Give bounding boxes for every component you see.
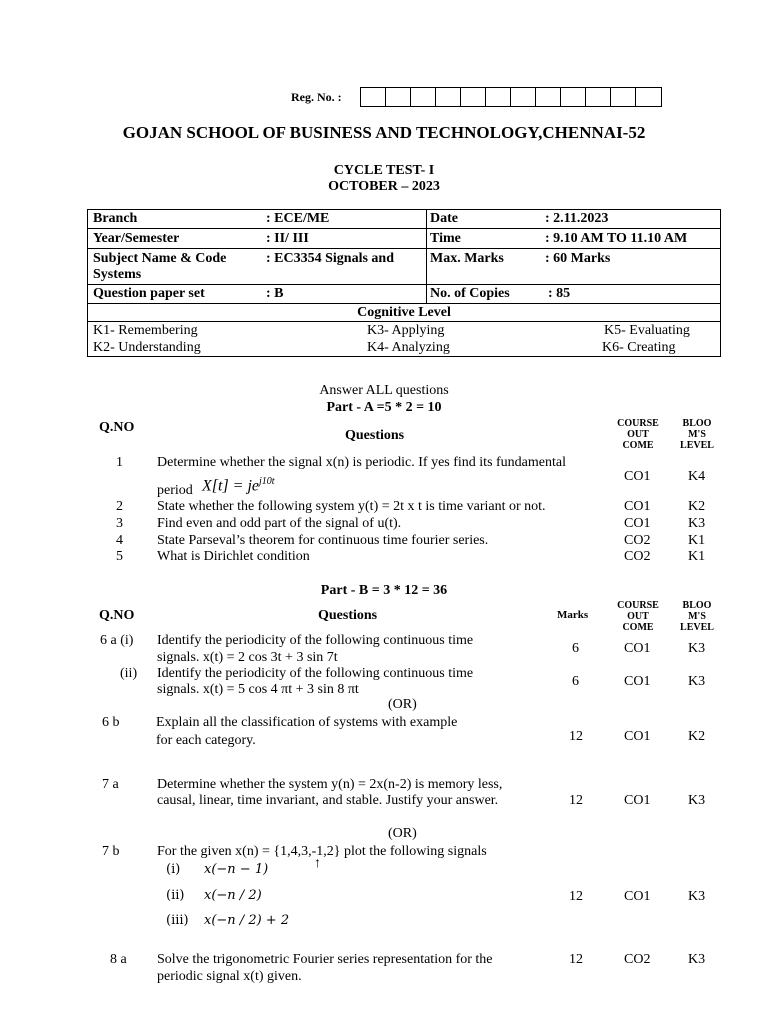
q7b-bl: K3 xyxy=(688,889,706,904)
q8a-co: CO2 xyxy=(624,952,651,967)
q7a-marks: 12 xyxy=(569,793,583,808)
bl-header-line3: LEVEL xyxy=(680,622,714,633)
reg-no-label: Reg. No. : xyxy=(291,90,342,104)
q6a-i-number: 6 a (i) xyxy=(100,633,134,648)
q6b-text-cont: for each category. xyxy=(156,733,256,748)
co-header-line2: OUT xyxy=(627,611,649,622)
co-header-line1: COURSE xyxy=(617,600,659,611)
max-marks-label: Max. Marks xyxy=(430,251,504,266)
q6b-bl: K2 xyxy=(688,729,706,744)
part-a-course-outcome-header xyxy=(608,418,668,451)
part-b-title: Part - B = 3 * 12 = 36 xyxy=(320,583,448,598)
q6a-ii-text: Identify the periodicity of the following continuous time xyxy=(157,666,474,681)
cognitive-level-title: Cognitive Level xyxy=(357,305,451,320)
subject-value: : EC3354 Signals and xyxy=(266,251,394,266)
q7b-text: For the given x(n) = {1,4,3,-1,2} plot the following signals xyxy=(157,844,487,859)
q6a-ii-number: (ii) xyxy=(120,666,138,681)
q1-bl: K4 xyxy=(688,469,706,484)
q1-formula xyxy=(202,476,275,495)
q1-text-cont: period xyxy=(157,483,193,498)
q7b-sub-iii xyxy=(166,913,290,928)
q4-bl: K1 xyxy=(688,533,706,548)
bl-header-line2: M'S xyxy=(688,611,706,622)
part-a-title: Part - A =5 * 2 = 10 xyxy=(326,400,442,415)
part-b-qno-header: Q.NO xyxy=(99,608,135,623)
q2-number: 2 xyxy=(116,499,123,514)
cognitive-levels-row xyxy=(88,322,720,356)
copies-label: No. of Copies xyxy=(430,286,510,301)
info-row-branch xyxy=(88,210,720,229)
q2-co: CO1 xyxy=(624,499,651,514)
info-row-set xyxy=(88,285,720,304)
part-a-qno-header: Q.NO xyxy=(99,420,135,435)
subject-label-cont: Systems xyxy=(93,267,142,282)
year-value: : II/ III xyxy=(266,231,309,246)
date-label: Date xyxy=(430,211,458,226)
co-header-line3: COME xyxy=(622,440,654,451)
q6a-i-text-cont: signals. x(t) = 2 cos 3t + 3 sin 7t xyxy=(157,650,338,665)
exam-month: OCTOBER – 2023 xyxy=(328,179,440,194)
q4-number: 4 xyxy=(116,533,123,548)
q1-co: CO1 xyxy=(624,469,651,484)
q7b-sub-i-expr: x(−n − 1) xyxy=(204,862,269,877)
q7a-text-cont: causal, linear, time invariant, and stable. Justify your answer. xyxy=(157,793,499,808)
q3-text: Find even and odd part of the signal of u(t). xyxy=(157,516,402,531)
q6b-marks: 12 xyxy=(569,729,583,744)
q3-bl: K3 xyxy=(688,516,706,531)
q8a-marks: 12 xyxy=(569,952,583,967)
q6b-number: 6 b xyxy=(102,715,120,730)
bl-header-line2: M'S xyxy=(688,429,706,440)
instructions: Answer ALL questions xyxy=(319,383,449,398)
q6a-i-co: CO1 xyxy=(624,641,651,656)
q7b-sub-ii xyxy=(166,888,262,903)
q8a-text: Solve the trigonometric Fourier series representation for the xyxy=(157,952,493,967)
q6a-ii-co: CO1 xyxy=(624,674,651,689)
q7a-number: 7 a xyxy=(102,777,119,792)
q7a-co: CO1 xyxy=(624,793,651,808)
q5-bl: K1 xyxy=(688,549,706,564)
q6b-text: Explain all the classification of systems with example xyxy=(156,715,458,730)
q7b-sub-iii-expr: x(−n / 2) + 2 xyxy=(204,913,290,928)
q6a-ii-marks: 6 xyxy=(572,674,579,689)
cognitive-k4: K4- Analyzing xyxy=(367,340,450,355)
q2-bl: K2 xyxy=(688,499,706,514)
q7b-co: CO1 xyxy=(624,889,651,904)
exam-title: CYCLE TEST- I xyxy=(333,163,435,178)
bl-header-line1: BLOO xyxy=(682,418,712,429)
paper-set-label: Question paper set xyxy=(93,286,205,301)
q5-co: CO2 xyxy=(624,549,651,564)
exam-info-table xyxy=(87,209,721,357)
q2-text: State whether the following system y(t) = 2t x t is time variant or not. xyxy=(157,499,546,514)
cognitive-k3: K3- Applying xyxy=(367,323,445,338)
q4-co: CO2 xyxy=(624,533,651,548)
branch-value: : ECE/ME xyxy=(266,211,330,226)
q7b-sub-i xyxy=(166,862,269,877)
q6a-i-bl: K3 xyxy=(688,641,706,656)
q1-formula-base: X[t] = je xyxy=(202,477,260,495)
q8a-text-cont: periodic signal x(t) given. xyxy=(157,969,302,984)
q6a-i-marks: 6 xyxy=(572,641,579,656)
q7b-sub-ii-expr: x(−n / 2) xyxy=(204,888,262,903)
q5-number: 5 xyxy=(116,549,123,564)
part-b-blooms-level-header xyxy=(672,600,722,633)
date-value: : 2.11.2023 xyxy=(545,211,609,226)
q7b-sub-iii-label: (iii) xyxy=(166,913,189,928)
branch-label: Branch xyxy=(93,211,138,226)
q3-co: CO1 xyxy=(624,516,651,531)
q6b-co: CO1 xyxy=(624,729,651,744)
co-header-line1: COURSE xyxy=(617,418,659,429)
q7a-bl: K3 xyxy=(688,793,706,808)
q8a-number: 8 a xyxy=(110,952,127,967)
q4-text: State Parseval’s theorem for continuous time fourier series. xyxy=(157,533,489,548)
reg-no-input-boxes[interactable] xyxy=(360,87,662,107)
q3-number: 3 xyxy=(116,516,123,531)
cognitive-k5: K5- Evaluating xyxy=(604,323,690,338)
q7b-number: 7 b xyxy=(102,844,120,859)
cognitive-k1: K1- Remembering xyxy=(93,323,198,338)
q1-text: Determine whether the signal x(n) is periodic. If yes find its fundamental xyxy=(157,455,566,470)
max-marks-value: : 60 Marks xyxy=(545,251,611,266)
time-value: : 9.10 AM TO 11.10 AM xyxy=(545,231,688,246)
subject-label: Subject Name & Code xyxy=(93,251,227,266)
up-arrow-icon: ↑ xyxy=(314,856,321,871)
part-b-marks-header: Marks xyxy=(557,609,589,621)
part-a-blooms-level-header xyxy=(672,418,722,451)
cognitive-k6: K6- Creating xyxy=(602,340,676,355)
year-label: Year/Semester xyxy=(93,231,180,246)
q7b-sub-ii-label: (ii) xyxy=(166,888,185,903)
info-row-subject xyxy=(88,249,720,285)
cognitive-k2: K2- Understanding xyxy=(93,340,201,355)
q6a-ii-text-cont: signals. x(t) = 5 cos 4 πt + 3 sin 8 πt xyxy=(157,682,359,697)
time-label: Time xyxy=(430,231,461,246)
q7a-text: Determine whether the system y(n) = 2x(n-2) is memory less, xyxy=(157,777,503,792)
part-b-course-outcome-header xyxy=(608,600,668,633)
q7b-marks: 12 xyxy=(569,889,583,904)
q6a-ii-bl: K3 xyxy=(688,674,706,689)
q6a-i-text: Identify the periodicity of the following continuous time xyxy=(157,633,474,648)
co-header-line2: OUT xyxy=(627,429,649,440)
q7b-sub-i-label: (i) xyxy=(166,862,181,877)
paper-set-value: : B xyxy=(266,286,284,301)
or-separator-7: (OR) xyxy=(388,826,417,841)
q8a-bl: K3 xyxy=(688,952,706,967)
q5-text: What is Dirichlet condition xyxy=(157,549,310,564)
or-separator-6: (OR) xyxy=(388,697,417,712)
part-a-questions-header: Questions xyxy=(345,428,405,443)
co-header-line3: COME xyxy=(622,622,654,633)
institution-title: GOJAN SCHOOL OF BUSINESS AND TECHNOLOGY,CHENNAI-52 xyxy=(122,123,646,142)
q1-number: 1 xyxy=(116,455,123,470)
part-b-questions-header: Questions xyxy=(318,608,378,623)
info-row-year xyxy=(88,229,720,249)
copies-value: : 85 xyxy=(548,286,571,301)
cognitive-title-row xyxy=(88,304,720,322)
bl-header-line1: BLOO xyxy=(682,600,712,611)
bl-header-line3: LEVEL xyxy=(680,440,714,451)
q1-formula-exponent: j10t xyxy=(259,476,275,487)
